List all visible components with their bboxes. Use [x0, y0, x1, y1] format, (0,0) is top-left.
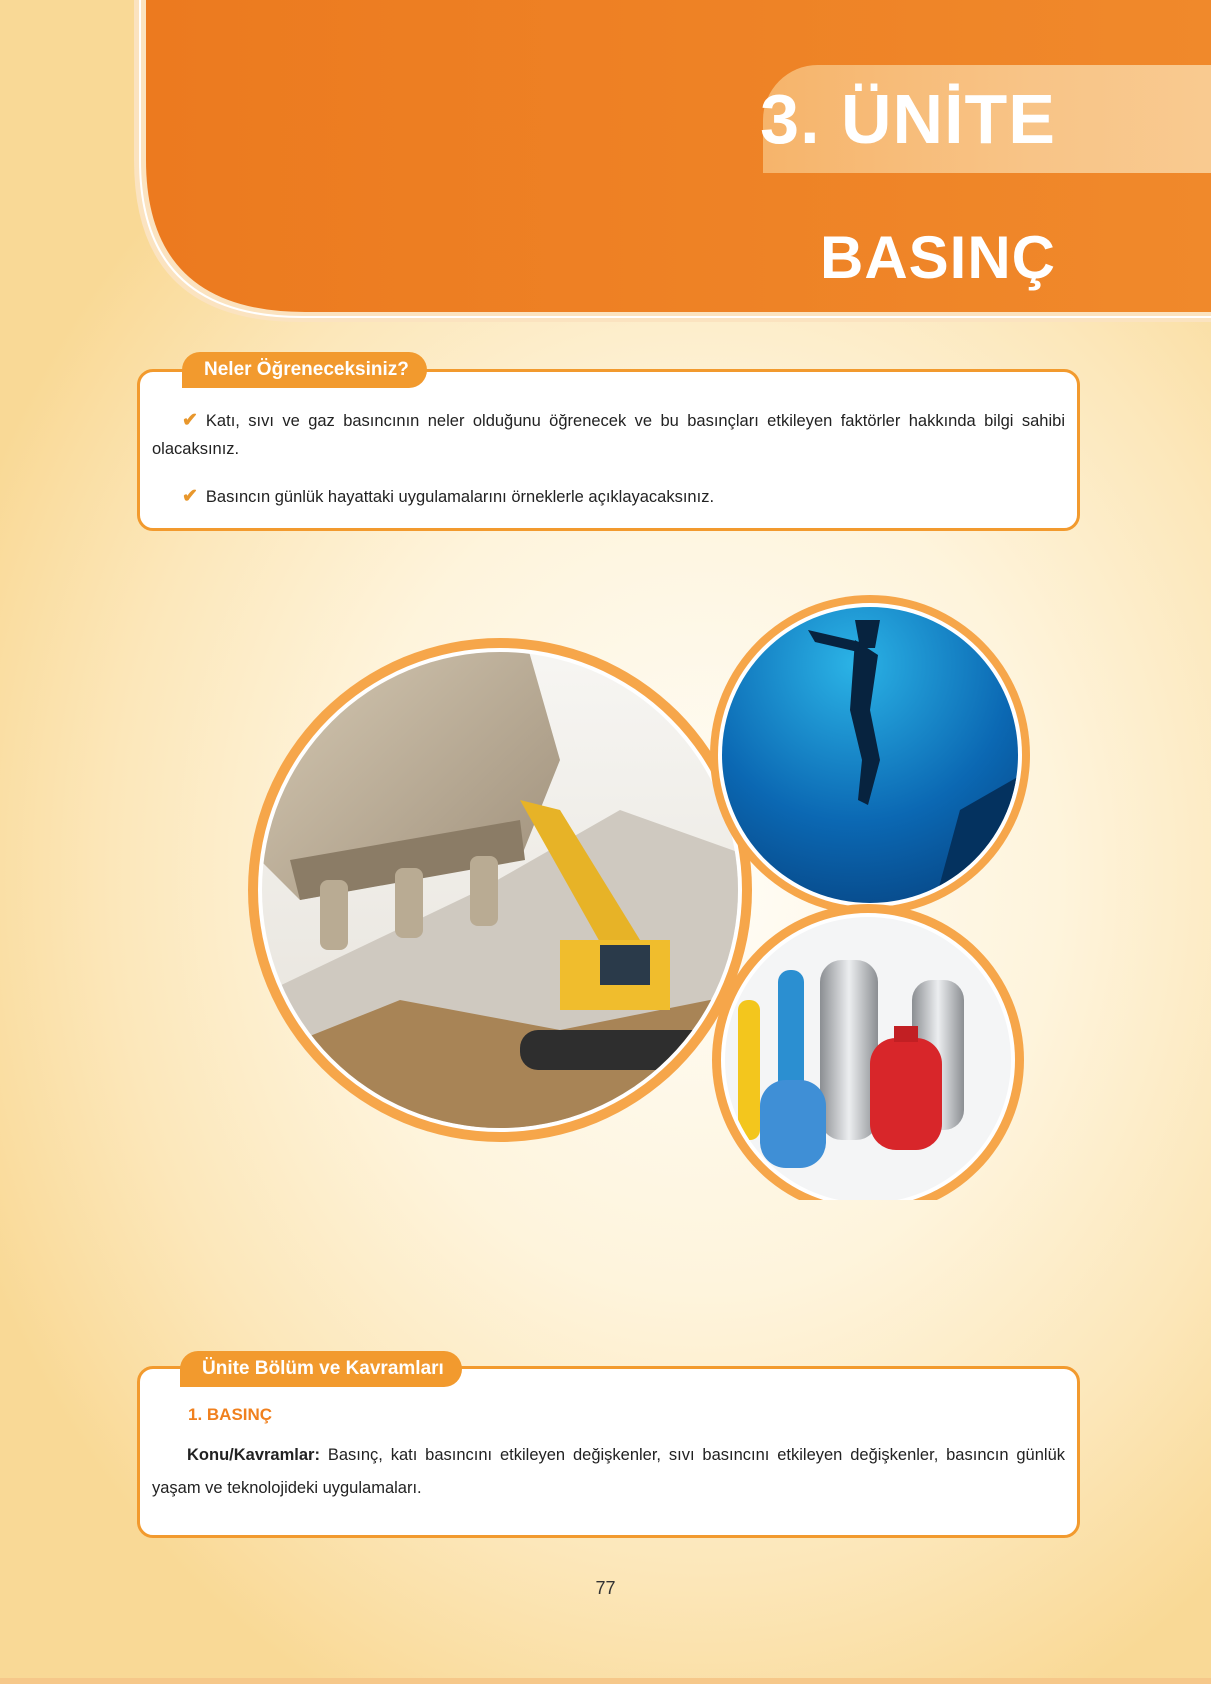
unit-header	[0, 0, 1211, 322]
learning-goal-item	[182, 483, 1065, 511]
learning-goals-label: Neler Öğreneceksiniz?	[182, 352, 427, 388]
section-title: 1. BASINÇ	[188, 1405, 273, 1424]
gas-cylinders-photo	[712, 904, 1024, 1200]
page-number: 77	[595, 1578, 616, 1598]
learning-goal-text: Basıncın günlük hayattaki uygulamalarını örneklerle açıklayacaksınız.	[205, 488, 715, 506]
unit-concepts-box	[137, 1358, 1080, 1538]
unit-title: 3. ÜNİTE	[760, 80, 1056, 158]
concepts-paragraph	[152, 1439, 1065, 1505]
page-bottom-rule	[0, 1678, 1211, 1684]
learning-goal-item	[152, 407, 1065, 463]
unit-photo-collage	[0, 560, 1211, 1200]
learning-goal-text: Katı, sıvı ve gaz basıncının neler olduğunu öğrenecek ve bu basınçları etkileyen faktörler hakkında bilgi sahibi olacaksınız.	[152, 412, 1065, 458]
check-icon: ✔	[182, 486, 198, 507]
unit-concepts-label: Ünite Bölüm ve Kavramları	[180, 1351, 462, 1387]
unit-name: BASINÇ	[819, 224, 1056, 291]
concepts-text: Basınç, katı basıncını etkileyen değişkenler, sıvı basıncını etkileyen değişkenler, basıncın günlük yaşam ve teknolojideki uygulamaları.	[152, 1446, 1065, 1497]
learning-goals-box	[137, 359, 1080, 531]
check-icon: ✔	[182, 410, 198, 431]
excavator-photo	[248, 620, 760, 1142]
diver-photo	[710, 595, 1030, 920]
concepts-label: Konu/Kavramlar:	[187, 1446, 320, 1464]
